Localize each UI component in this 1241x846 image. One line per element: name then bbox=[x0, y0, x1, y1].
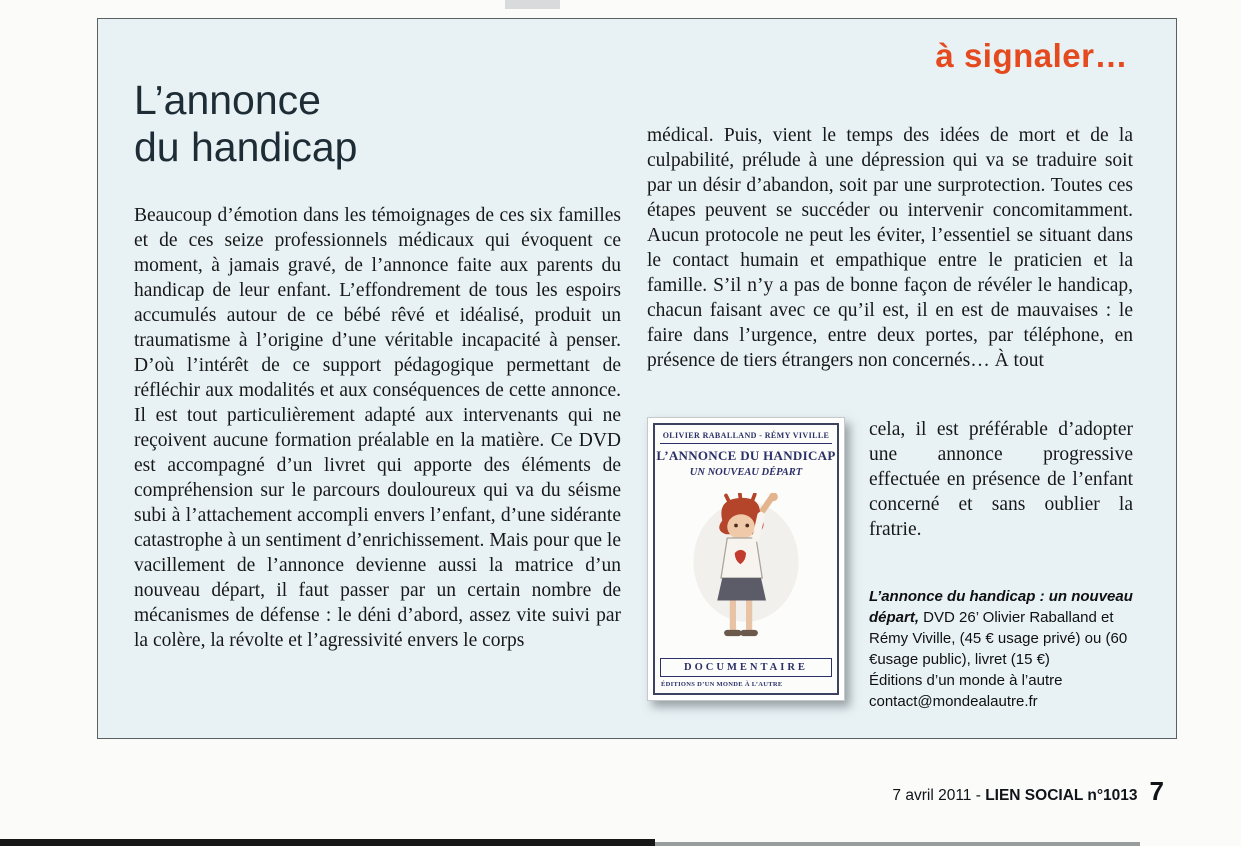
article-title bbox=[134, 77, 357, 171]
cover-subtitle: UN NOUVEAU DÉPART bbox=[689, 467, 803, 478]
cover-title: L’ANNONCE DU HANDICAP bbox=[656, 448, 836, 463]
scan-artifact-top bbox=[505, 0, 560, 9]
cover-illustration bbox=[660, 478, 832, 658]
scan-artifact-bottom-left bbox=[0, 839, 655, 846]
footer-date: 7 avril 2011 - bbox=[892, 787, 986, 804]
dvd-cover bbox=[647, 417, 845, 701]
cover-rule bbox=[660, 443, 832, 444]
caption-email: contact@mondealautre.fr bbox=[869, 693, 1038, 710]
section-flag: à signaler… bbox=[935, 37, 1128, 74]
cover-authors: OLIVIER RABALLAND - RÉMY VIVILLE bbox=[662, 431, 830, 440]
article-title-line1: L’annonce bbox=[134, 77, 321, 123]
caption-publisher: Éditions d’un monde à l’autre bbox=[869, 672, 1063, 689]
cover-publisher-logo: ÉDITIONS D’UN MONDE À L’AUTRE bbox=[661, 681, 783, 688]
footer-magazine: LIEN SOCIAL n°1013 bbox=[985, 787, 1138, 804]
cover-genre-label: DOCUMENTAIRE bbox=[660, 658, 832, 677]
dvd-cover-inner bbox=[653, 423, 839, 695]
right-column-bottom bbox=[647, 417, 1133, 712]
footer-page-number: 7 bbox=[1149, 776, 1164, 806]
dvd-caption bbox=[869, 586, 1133, 712]
right-column-text-wrap: cela, il est préférable d’adopter une annonce progressive effectuée en présence de l’enfant concerné et sans oublier la fratrie. bbox=[869, 419, 1133, 540]
left-column-text: Beaucoup d’émotion dans les témoignages de ces six familles et de ces seize professionnels médicaux qui évoquent ce moment, à jamais gravé, de l’annonce faite aux parents du handicap de leur enfant. L’effondrement de tous les espoirs accumulés autour de ce bébé rêvé et idéalisé, produit un traumatisme à l’origine d’une véritable incapacité à penser. D’où l’intérêt de ce support pédagogique permettant de réfléchir aux modalités et aux conséquences de cette annonce. Il est tout particulièrement adapté aux intervenants qui ne reçoivent aucune formation préalable en la matière. Ce DVD est accompagné d’un livret qui apporte des éléments de compréhension sur le parcours douloureux qui va du séisme subi à l’attachement accompli envers l’enfant, d’une sidérante catastrophe à un sentiment d’enrichissement. Mais pour que le vacillement de l’annonce devienne aussi la matrice d’un nouveau départ, il faut passer par un certain nombre de mécanismes de défense : le déni d’abord, assez vite suivi par la colère, la révolte et l’agressivité envers le corps bbox=[134, 205, 621, 651]
manga-girl-drawing bbox=[681, 493, 811, 643]
caption-details: DVD 26’ Olivier Raballand et Rémy Viville, (45 € usage privé) ou (60 €usage public), livret (15 €) bbox=[869, 609, 1128, 668]
caption-title: L’annonce du handicap : un nouveau départ, bbox=[869, 588, 1133, 626]
article-title-line2: du handicap bbox=[134, 124, 358, 170]
right-column-text-top: médical. Puis, vient le temps des idées de mort et de la culpabilité, prélude à une dépression qui va se traduire soit par un désir d’abandon, soit par une surprotection. Toutes ces étapes peuvent se succéder ou intervenir concomitamment. Aucun protocole ne peut les éviter, l’essentiel se situant dans le contact humain et empathique entre le praticien et la famille. S’il n’y a pas de bonne façon de révéler le handicap, chacun faisant avec ce qu’il est, il en est de mauvaises : le faire dans l’urgence, entre deux portes, par téléphone, en présence de tiers étrangers non concernés… À tout bbox=[647, 125, 1133, 371]
scan-artifact-bottom-right bbox=[655, 842, 1140, 846]
article-panel bbox=[97, 18, 1177, 739]
right-column-side bbox=[869, 417, 1133, 712]
right-column bbox=[647, 123, 1133, 728]
page-footer bbox=[892, 776, 1164, 807]
